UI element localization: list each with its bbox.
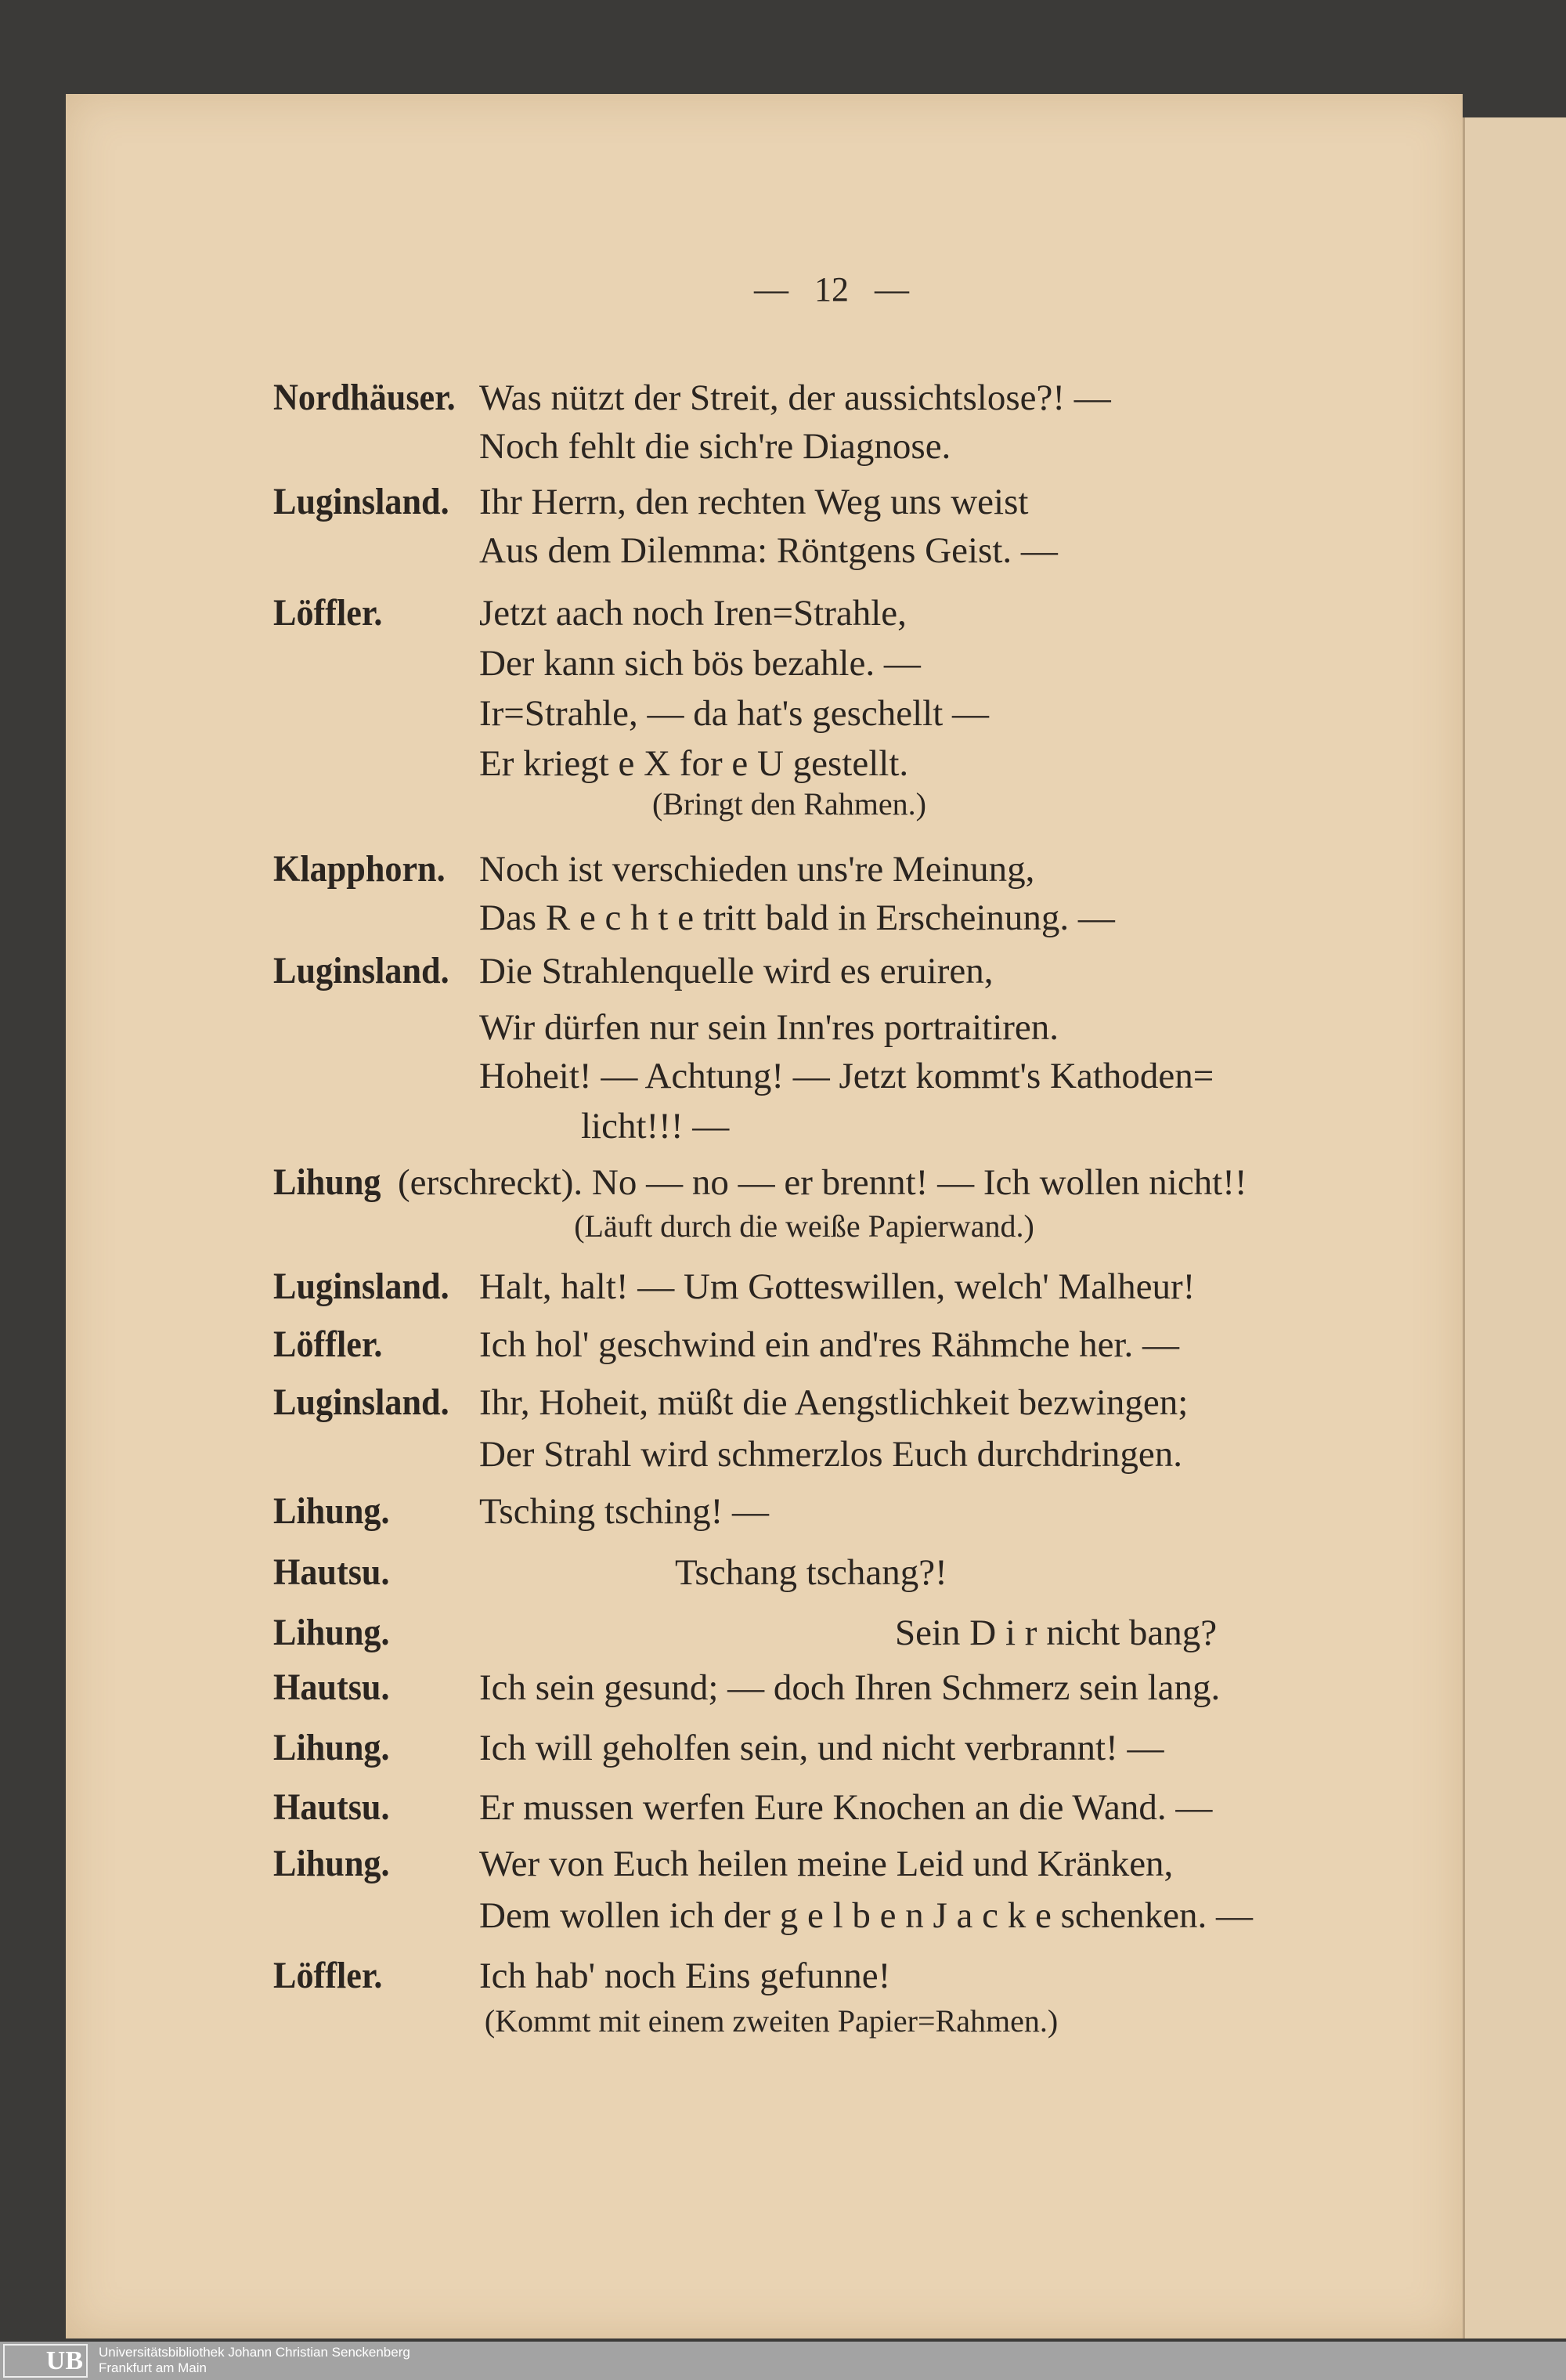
dialogue-text: Tschang tschang?! xyxy=(675,1552,947,1593)
dialogue-text: Der kann sich bös bezahle. — xyxy=(479,643,921,684)
dialogue-text: Halt, halt! — Um Gotteswillen, welch' Malheur! xyxy=(479,1266,1196,1307)
speaker: Hautsu. xyxy=(273,1786,390,1828)
speaker: Lihung xyxy=(273,1161,381,1203)
speaker: Luginsland. xyxy=(273,481,449,522)
speaker: Lihung. xyxy=(273,1612,390,1653)
speaker: Lihung. xyxy=(273,1843,390,1884)
dialogue-text: Hoheit! — Achtung! — Jetzt kommt's Kathoden= xyxy=(479,1056,1214,1096)
dialogue-text: Sein D i r nicht bang? xyxy=(895,1613,1218,1653)
dialogue-text: Das R e c h t e tritt bald in Erscheinung. — xyxy=(479,897,1115,938)
speaker: Löffler. xyxy=(273,1955,383,1996)
page-number: — 12 — xyxy=(754,270,909,309)
dialogue-text: licht!!! — xyxy=(581,1106,730,1147)
dialogue-text: Ir=Strahle, — da hat's geschellt — xyxy=(479,693,990,734)
dialogue-text: Ich hab' noch Eins gefunne! xyxy=(479,1956,891,1996)
ub-logo: UB xyxy=(3,2344,88,2378)
next-page-edge xyxy=(1463,117,1566,2338)
speaker: Klapphorn. xyxy=(273,848,446,890)
dialogue-text: (erschreckt). No — no — er brennt! — Ich wollen nicht!! xyxy=(398,1162,1247,1203)
dialogue-text: Jetzt aach noch Iren=Strahle, xyxy=(479,593,907,634)
speaker: Hautsu. xyxy=(273,1667,390,1708)
dialogue-text: Dem wollen ich der g e l b e n J a c k e schenken. — xyxy=(479,1895,1253,1936)
speaker: Löffler. xyxy=(273,592,383,634)
dialogue-text: Aus dem Dilemma: Röntgens Geist. — xyxy=(479,530,1058,571)
speaker: Luginsland. xyxy=(273,950,449,991)
stage-direction: (Bringt den Rahmen.) xyxy=(652,786,926,822)
dialogue-text: Ich sein gesund; — doch Ihren Schmerz sein lang. xyxy=(479,1667,1221,1708)
speaker: Luginsland. xyxy=(273,1381,449,1423)
speaker: Lihung. xyxy=(273,1490,390,1532)
stage-direction: (Läuft durch die weiße Papierwand.) xyxy=(574,1208,1034,1244)
dialogue-text: Der Strahl wird schmerzlos Euch durchdringen. xyxy=(479,1434,1182,1475)
dialogue-text: Wir dürfen nur sein Inn'res portraitiren. xyxy=(479,1007,1059,1048)
library-footer xyxy=(0,2342,1566,2380)
speaker: Hautsu. xyxy=(273,1551,390,1593)
dialogue-text: Ihr, Hoheit, müßt die Aengstlichkeit bezwingen; xyxy=(479,1382,1189,1423)
speaker: Lihung. xyxy=(273,1727,390,1768)
dialogue-text: Ihr Herrn, den rechten Weg uns weist xyxy=(479,482,1029,522)
dialogue-text: Noch ist verschieden uns're Meinung, xyxy=(479,849,1035,890)
dialogue-text: Ich will geholfen sein, und nicht verbrannt! — xyxy=(479,1728,1164,1768)
speaker: Nordhäuser. xyxy=(273,377,456,418)
speaker: Löffler. xyxy=(273,1324,383,1365)
library-name: Universitätsbibliothek Johann Christian Senckenberg xyxy=(99,2345,410,2360)
dialogue-text: Wer von Euch heilen meine Leid und Kränken, xyxy=(479,1844,1174,1884)
speaker: Luginsland. xyxy=(273,1266,449,1307)
dialogue-text: Was nützt der Streit, der aussichtslose?! — xyxy=(479,377,1111,418)
dialogue-text: Tsching tsching! — xyxy=(479,1491,770,1532)
stage-direction: (Kommt mit einem zweiten Papier=Rahmen.) xyxy=(484,2003,1059,2039)
dialogue-text: Die Strahlenquelle wird es eruiren, xyxy=(479,951,994,991)
dialogue-text: Ich hol' geschwind ein and'res Rähmche her. — xyxy=(479,1324,1180,1365)
library-location: Frankfurt am Main xyxy=(99,2360,207,2375)
dialogue-text: Er mussen werfen Eure Knochen an die Wand. — xyxy=(479,1787,1213,1828)
dialogue-text: Noch fehlt die sich're Diagnose. xyxy=(479,426,951,467)
dialogue-text: Er kriegt e X for e U gestellt. xyxy=(479,743,909,784)
